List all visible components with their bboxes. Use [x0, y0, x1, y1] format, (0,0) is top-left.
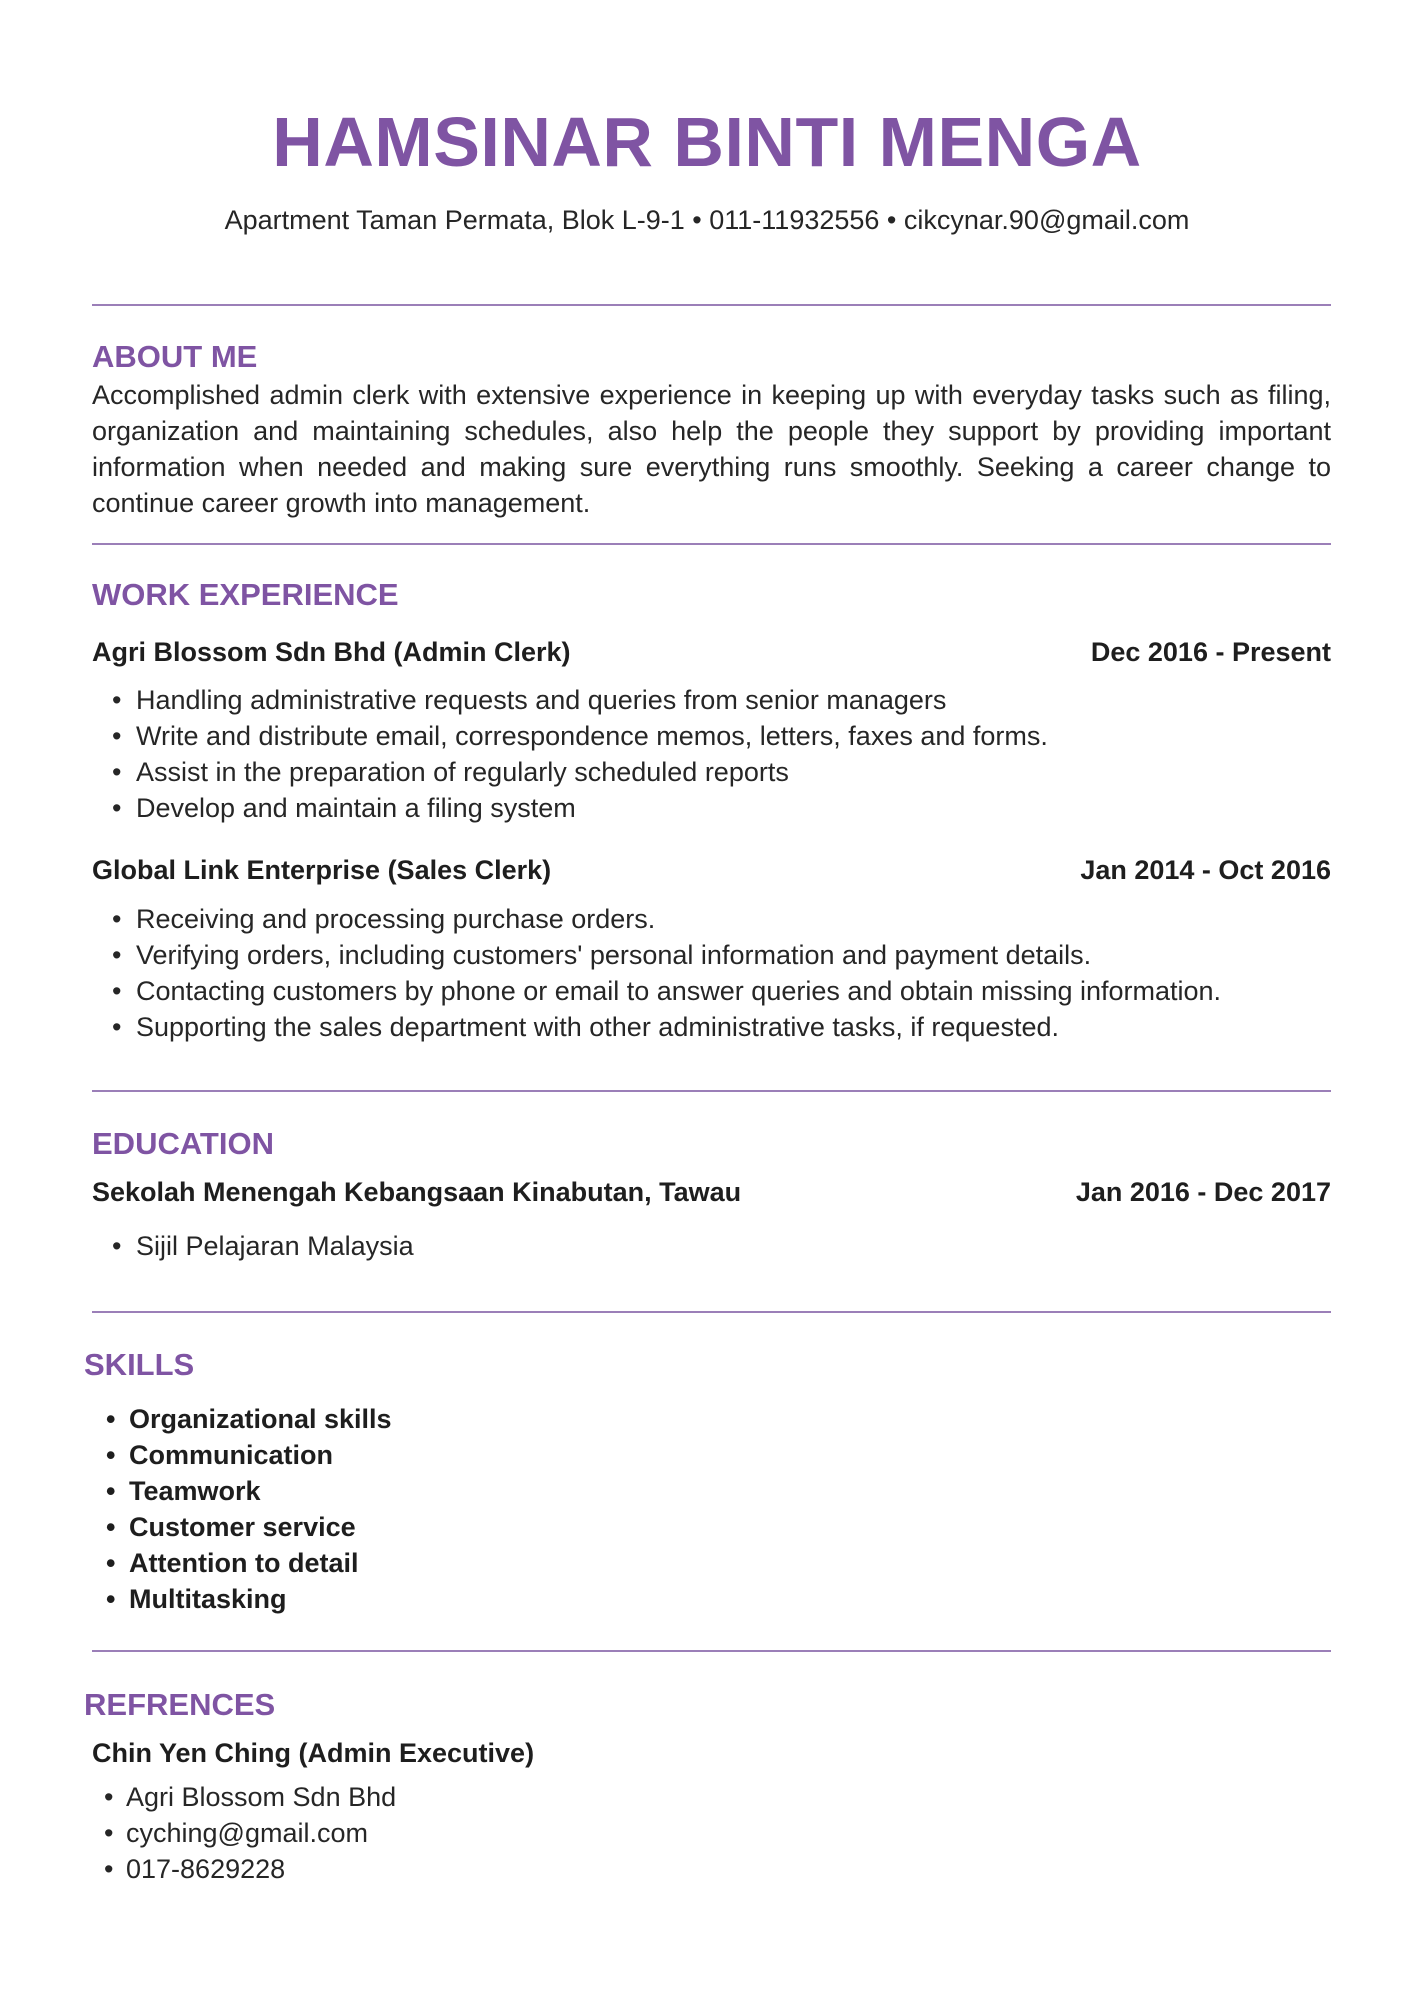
divider — [92, 1090, 1331, 1092]
list-item: • cyching@gmail.com — [92, 1815, 396, 1851]
job-duties — [92, 901, 1221, 1045]
divider — [92, 1650, 1331, 1652]
list-item: • Agri Blossom Sdn Bhd — [92, 1779, 396, 1815]
skill-item: • Customer service — [92, 1509, 392, 1545]
skills-heading: SKILLS — [84, 1347, 195, 1382]
list-item: • Contacting customers by phone or email to answer queries and obtain missing information. — [92, 973, 1221, 1009]
education-heading: EDUCATION — [92, 1126, 274, 1161]
reference-name: Chin Yen Ching (Admin Executive) — [92, 1738, 535, 1768]
list-item: • Handling administrative requests and queries from senior managers — [92, 682, 1048, 718]
candidate-name: HAMSINAR BINTI MENGA — [272, 103, 1142, 181]
skill-item: • Teamwork — [92, 1473, 392, 1509]
list-item: • Write and distribute email, correspondence memos, letters, faxes and forms. — [92, 718, 1048, 754]
skill-item: • Attention to detail — [92, 1545, 392, 1581]
school-name: Sekolah Menengah Kebangsaan Kinabutan, Tawau — [92, 1177, 742, 1207]
job-dates: Dec 2016 - Present — [1090, 637, 1331, 667]
job-employer: Global Link Enterprise (Sales Clerk) — [92, 855, 552, 885]
list-item: • Receiving and processing purchase orders. — [92, 901, 1221, 937]
list-item: • Assist in the preparation of regularly scheduled reports — [92, 754, 1048, 790]
education-header — [92, 1175, 1331, 1209]
references-heading: REFRENCES — [84, 1687, 276, 1722]
about-text: Accomplished admin clerk with extensive experience in keeping up with everyday tasks such as filing, organization and maintaining schedules, also help the people they support by providing important information when needed and making sure everything runs smoothly. Seeking a career change to continue career growth into management. — [92, 380, 1331, 518]
reference-details — [92, 1779, 396, 1887]
job-employer: Agri Blossom Sdn Bhd (Admin Clerk) — [92, 637, 571, 667]
skills-list — [92, 1401, 392, 1617]
about-heading: ABOUT ME — [92, 339, 258, 374]
divider — [92, 304, 1331, 306]
list-item: • Sijil Pelajaran Malaysia — [92, 1228, 414, 1264]
job-dates: Jan 2014 - Oct 2016 — [1080, 855, 1331, 885]
list-item: • 017-8629228 — [92, 1851, 396, 1887]
skill-item: • Communication — [92, 1437, 392, 1473]
job-header — [92, 853, 1331, 887]
list-item: • Develop and maintain a filing system — [92, 790, 1048, 826]
reference-person — [92, 1736, 1331, 1770]
education-dates: Jan 2016 - Dec 2017 — [1075, 1177, 1331, 1207]
work-heading: WORK EXPERIENCE — [92, 577, 399, 612]
skill-item: • Organizational skills — [92, 1401, 392, 1437]
list-item: • Verifying orders, including customers' personal information and payment details. — [92, 937, 1221, 973]
contact-line: Apartment Taman Permata, Blok L-9-1 • 011-11932556 • cikcynar.90@gmail.com — [224, 205, 1190, 235]
list-item: • Supporting the sales department with other administrative tasks, if requested. — [92, 1009, 1221, 1045]
education-items — [92, 1228, 414, 1264]
divider — [92, 1311, 1331, 1313]
job-duties — [92, 682, 1048, 826]
skill-item: • Multitasking — [92, 1581, 392, 1617]
job-header — [92, 635, 1331, 669]
divider — [92, 543, 1331, 545]
